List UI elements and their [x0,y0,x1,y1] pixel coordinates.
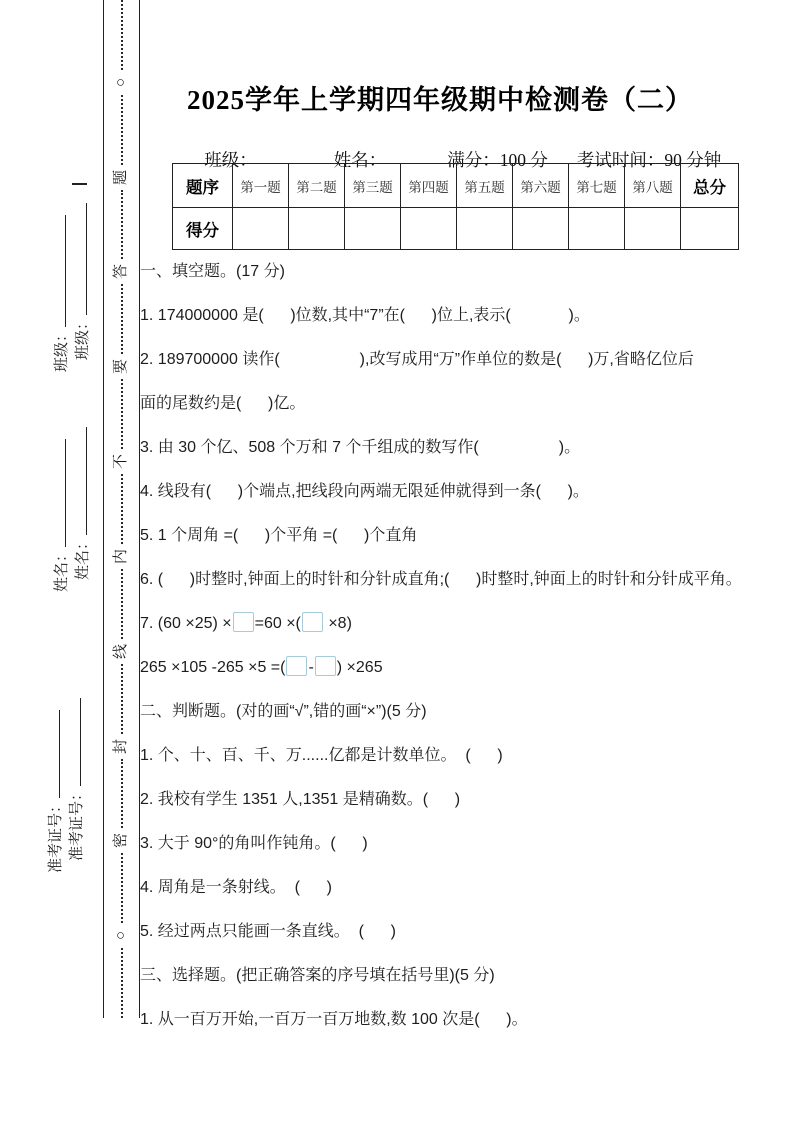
seal-label-exam-no [46,698,88,873]
seal-dotted-segment [121,0,123,70]
score-cell [233,208,289,250]
exam-time-label: 考试时间：90 分钟 [576,150,722,170]
section-fill-heading: 一、填空题。(17 分) [140,263,285,280]
question-fill-2-line2: 面的尾数约是( )亿。 [140,395,306,412]
equation-text: - [308,659,314,676]
seal-circle-mark: ○ [113,77,129,87]
question-fill-1: 1. 174000000 是( )位数,其中“7”在( )位上,表示( )。 [140,307,590,324]
seal-exam-no-blank [46,710,60,798]
score-cell [569,208,625,250]
question-fill-4: 4. 线段有( )个端点,把线段向两端无限延伸就得到一条( )。 [140,483,589,500]
seal-label-class [52,203,94,372]
question-choice-1: 1. 从一百万开始,一百万一百万地数,数 100 次是( )。 [140,1011,528,1028]
question-fill-6: 6. ( )时整时,钟面上的时针和分针成直角;( )时整时,钟面上的时针和分针成平角。 [140,571,742,588]
col-header-q7: 第七题 [569,164,625,208]
score-cell [345,208,401,250]
seal-char: 题 [112,169,129,185]
seal-char: 要 [112,359,129,375]
seal-dotted-segment [121,664,123,734]
score-cell [457,208,513,250]
question-fill-2-line1: 2. 189700000 读作( ),改写成用“万”作单位的数是( )万,省略亿位后 [140,351,694,368]
seal-dotted-segment [121,759,123,829]
seal-exam-no-line [67,698,88,873]
answer-box [315,656,336,676]
score-cell [289,208,345,250]
seal-name-label: 姓名： [75,534,91,580]
seal-exam-no-blank [67,698,81,786]
question-judge-5: 5. 经过两点只能画一条直线。 ( ) [140,923,397,940]
col-header-q1: 第一题 [233,164,289,208]
seal-dotted-segment [121,948,123,1018]
question-judge-3: 3. 大于 90°的角叫作钝角。( ) [140,835,368,852]
seal-char: 内 [112,548,129,564]
seal-exam-no-line [46,698,67,873]
seal-dotted-segment [121,190,123,260]
question-fill-3: 3. 由 30 个亿、508 个万和 7 个千组成的数写作( )。 [140,439,581,456]
question-body [140,250,770,1042]
question-fill-7-line2 [140,646,770,690]
question-fill-7-line1 [140,602,770,646]
seal-dotted-segment [121,853,123,923]
seal-name-label: 姓名： [54,546,70,592]
seal-char: 线 [112,643,129,659]
score-cell [513,208,569,250]
seal-class-label: 班级： [75,314,91,360]
seal-line-strip [103,0,140,1018]
question-judge-2: 2. 我校有学生 1351 人,1351 是精确数。( ) [140,791,461,808]
seal-dotted-segment [121,569,123,639]
equation-text: ) ×265 [336,659,383,676]
question-judge-1: 1. 个、十、百、千、万......亿都是计数单位。 ( ) [140,747,503,764]
col-header-q5: 第五题 [457,164,513,208]
seal-dotted-segment [121,379,123,449]
seal-label-name [52,427,94,592]
col-header-question-order: 题序 [173,164,233,208]
full-score-label: 满分：100 分 [447,150,548,170]
seal-name-blank [52,439,66,547]
seal-char: 不 [112,454,129,470]
col-header-q2: 第二题 [289,164,345,208]
seal-char: 密 [112,833,129,849]
equation-text: 265 ×105 -265 ×5 =( [140,659,286,676]
seal-char: 封 [112,738,129,754]
score-cell [681,208,739,250]
seal-circle-mark: ○ [113,931,129,941]
table-row-score [173,208,739,250]
seal-class-line [73,203,94,372]
seal-name-line [52,427,73,592]
name-field-label: 姓名： [333,150,387,170]
score-cell [625,208,681,250]
seal-name-line [73,427,94,592]
score-table [172,163,739,250]
seal-char: 答 [112,264,129,280]
seal-class-blank [52,215,66,327]
section-choice-heading: 三、选择题。(把正确答案的序号填在括号里)(5 分) [140,967,495,984]
col-header-q4: 第四题 [401,164,457,208]
answer-box [286,656,307,676]
seal-dotted-segment [121,95,123,165]
question-fill-5: 5. 1 个周角 =( )个平角 =( )个直角 [140,527,418,544]
seal-class-blank [73,203,87,315]
equation-text: 7. (60 ×25) × [140,615,232,632]
class-field-label: 班级： [204,150,257,170]
seal-class-line [52,203,73,372]
score-row-label: 得分 [173,208,233,250]
seal-exam-no-label: 准考证号： [48,797,64,873]
section-judge-heading: 二、判断题。(对的画“√”,错的画“×”)(5 分) [140,703,427,720]
page-title: 2025学年上学期四年级期中检测卷（二） [187,85,693,115]
col-header-q8: 第八题 [625,164,681,208]
answer-box [302,612,323,632]
equation-text: =60 ×( [254,615,301,632]
seal-dotted-segment [121,474,123,544]
seal-underline-dash [72,183,87,185]
seal-name-blank [73,427,87,535]
table-row-headers [173,164,739,208]
col-header-total: 总分 [681,164,739,208]
seal-exam-no-label: 准考证号： [69,785,85,861]
col-header-q6: 第六题 [513,164,569,208]
question-judge-4: 4. 周角是一条射线。 ( ) [140,879,333,896]
seal-class-label: 班级： [54,326,70,372]
answer-box [233,612,254,632]
col-header-q3: 第三题 [345,164,401,208]
equation-text: ×8) [323,615,352,632]
score-cell [401,208,457,250]
seal-dotted-segment [121,284,123,354]
